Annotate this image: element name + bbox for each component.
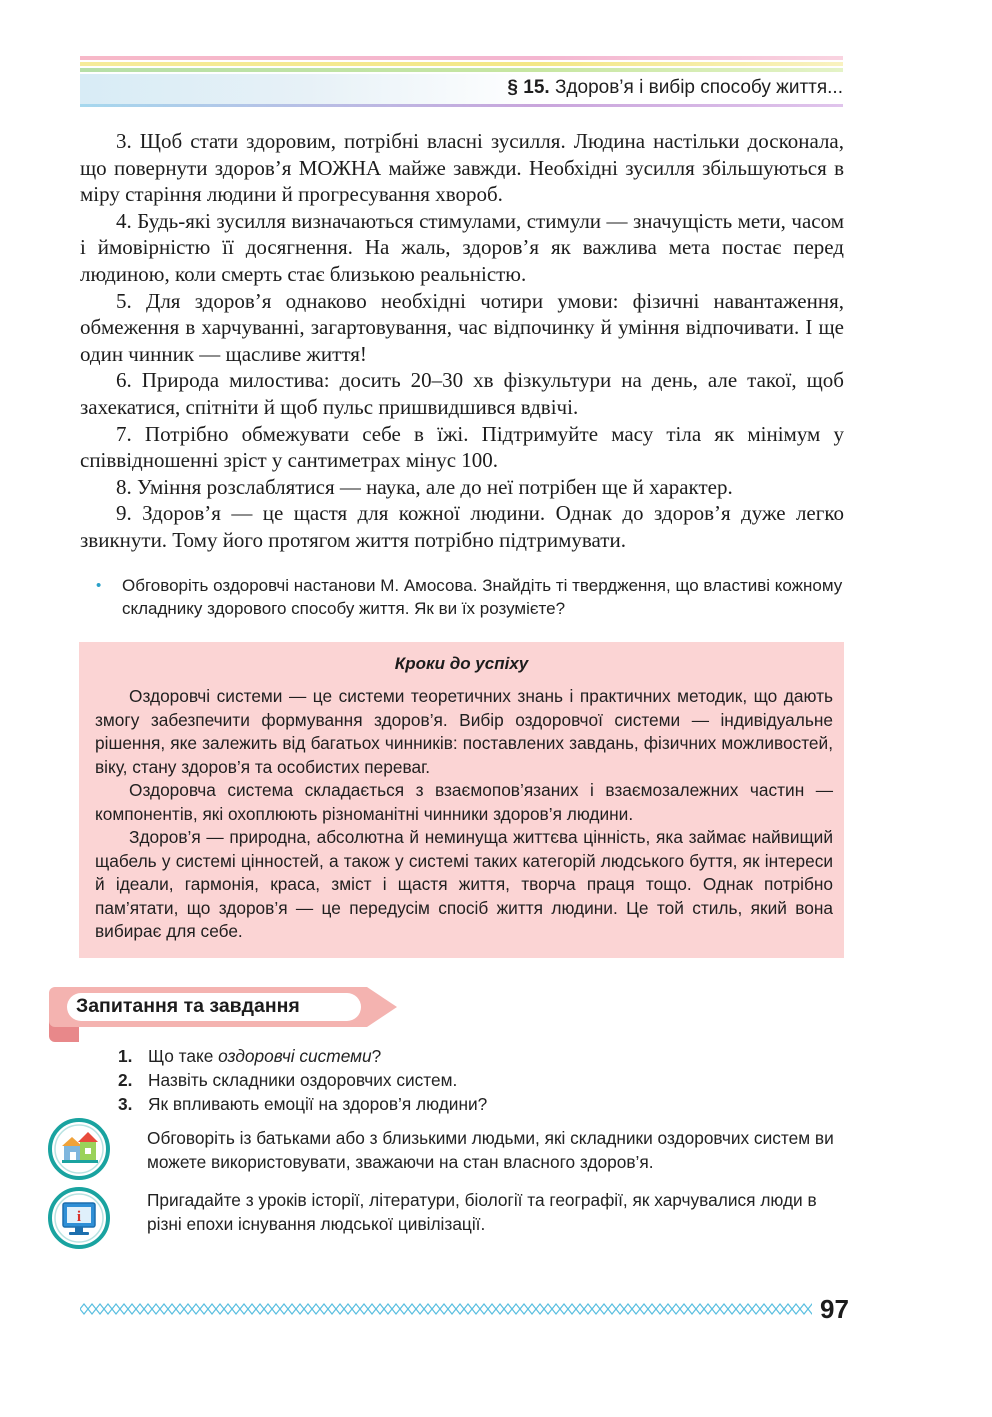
paragraph: 7. Потрібно обмежувати себе в їжі. Підтримуйте масу тіла як мінімум у співвідношенні зріст у сантиметрах мінус 100. xyxy=(80,421,844,473)
success-box-title: Кроки до успіху xyxy=(394,654,529,673)
success-box-content xyxy=(95,685,833,944)
family-home-icon xyxy=(48,1118,110,1180)
paragraph: Оздоровчі системи — це системи теоретичних знань і практичних методик, що дають змогу забезпечити формування здоров’я. Вибір оздоровчої системи — індивідуальне рішення, яке залежить від багатьох чинників: поставлених завдань, фізичних можливостей, віку, стану здоров’я та особистих переваг. xyxy=(95,686,833,777)
success-box xyxy=(79,642,844,958)
page-number: 97 xyxy=(820,1294,849,1324)
paragraph: 6. Природа милостива: досить 20–30 хв фізкультури на день, але такої, щоб захекатися, спітніти й щоб пульс пришвидшився вдвічі. xyxy=(80,368,844,419)
discussion-prompt xyxy=(96,574,846,620)
question-number: 1. xyxy=(118,1046,133,1066)
paragraph: 4. Будь-які зусилля визначаються стимулами, стимули — значущість мети, часом і ймовірністю її досягнення. На жаль, здоров’я як важлива мета постає перед людиною, коли смерть стає близькою реальністю. xyxy=(80,208,844,286)
question-text: Назвіть складники оздоровчих систем. xyxy=(148,1070,458,1090)
question-number: 2. xyxy=(118,1070,133,1090)
section-number: § 15. xyxy=(507,77,550,98)
question-item xyxy=(118,1068,487,1092)
paragraph: 3. Щоб стати здоровим, потрібні власні зусилля. Людина настільки досконала, що повернути здоров’я МОЖНА майже завжди. Необхідні зусилля збільшуються в міру старіння людини й прогресування хвороб. xyxy=(80,129,844,207)
paragraph: 8. Уміння розслаблятися — наука, але до неї потрібен ще й характер. xyxy=(116,474,733,499)
questions-list xyxy=(118,1044,487,1116)
question-item xyxy=(118,1092,487,1116)
bullet: • xyxy=(96,577,102,594)
question-suffix: ? xyxy=(371,1046,382,1066)
paragraph: 5. Для здоров’я однаково необхідні чотири умови: фізичні навантаження, обмеження в харчуванні, загартовування, час відпочинку й уміння відпочивати. І ще один чинник — щасливе життя! xyxy=(80,288,844,366)
family-task-text: Обговоріть із батьками або з близькими людьми, які складники оздоровчих систем ви можете використовувати, зважаючи на стан власного здоров’я. xyxy=(147,1128,834,1172)
question-text: Що таке xyxy=(148,1046,219,1066)
section-title: Здоров’я і вибір способу життя... xyxy=(554,77,843,98)
discussion-text: Обговоріть оздоровчі настанови М. Амосова. Знайдіть ті твердження, що властиві кожному складнику здорового способу життя. Як ви їх розумієте? xyxy=(122,576,843,618)
info-task-text: Пригадайте з уроків історії, літератури, біології та географії, як харчувалися люди в різні епохи існування людської цивілізації. xyxy=(147,1190,817,1234)
body-text xyxy=(80,128,844,554)
paragraph: Здоров’я — природна, абсолютна й неминуща життєва цінність, яка займає найвищий щабель у системі цінностей, а також у системі таких категорій людського буття, як інтереси й ідеали, гармонія, краса, зміст і щастя життя, творча праця тощо. Однак потрібно пам’ятати, що здоров’я — це передусім спосіб життя людини. Це той стиль, який вона вибирає для себе. xyxy=(95,827,833,941)
question-emphasis: оздоровчі системи xyxy=(218,1046,372,1066)
footer-wave-decoration xyxy=(80,1302,812,1316)
info-letter: i xyxy=(76,1209,82,1225)
running-header xyxy=(507,77,843,99)
question-item xyxy=(118,1044,487,1068)
question-number: 3. xyxy=(118,1094,133,1114)
info-monitor-icon xyxy=(48,1187,110,1249)
paragraph: 9. Здоров’я — це щастя для кожної людини. Однак до здоров’я дуже легко звикнути. Тому його протягом життя потрібно підтримувати. xyxy=(80,501,844,552)
questions-heading: Запитання та завдання xyxy=(76,995,300,1017)
paragraph: Оздоровча система складається з взаємопов’язаних і взаємозалежних частин — компонентів, які охоплюють різноманітні чинники здоров’я людини. xyxy=(95,780,833,824)
question-text: Як впливають емоції на здоров’я людини? xyxy=(148,1094,488,1114)
